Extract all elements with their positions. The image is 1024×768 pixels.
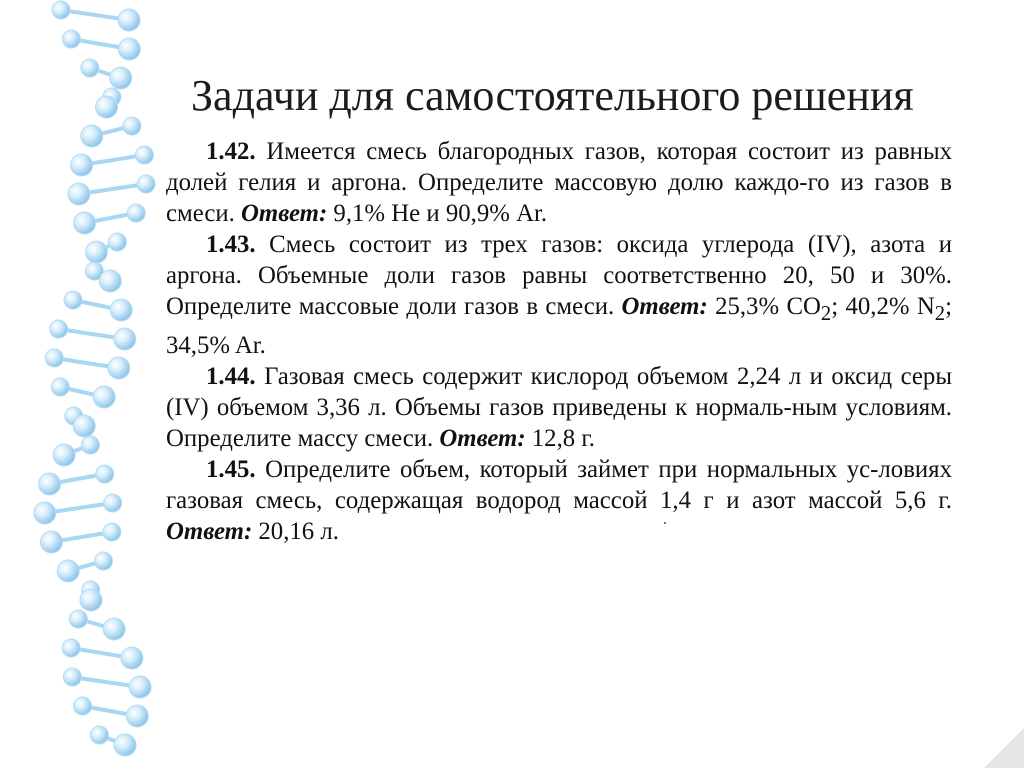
helix-ball — [110, 299, 132, 321]
subscript: 2 — [934, 302, 946, 325]
problem-text: Имеется смесь благородных газов, которая состоит из равных долей гелия и аргона. Определите массовую долю каждо-го из газов в смеси. — [166, 138, 952, 227]
helix-ball — [118, 38, 140, 60]
helix-ball — [99, 270, 121, 292]
helix-ball — [50, 320, 68, 338]
page-curl-decoration — [964, 708, 1024, 768]
answer-label: Ответ: — [439, 424, 526, 452]
helix-ball — [69, 610, 87, 628]
problem-text: Смесь состоит из трех газов: оксида углерода (IV), азота и аргона. Объемные доли газов равны соответственно 20, 50 и 30%. Определите массовые доли газов в смеси. — [166, 231, 953, 320]
helix-ball — [64, 291, 82, 309]
problem-number: 1.42. — [206, 138, 256, 165]
helix-ball — [52, 1, 70, 19]
helix-ball — [137, 175, 155, 193]
slide-title: Задачи для самостоятельного решения — [191, 71, 914, 120]
helix-ball — [93, 386, 115, 408]
helix-ball — [96, 465, 114, 483]
helix-ball — [51, 378, 69, 396]
helix-ball — [81, 125, 103, 147]
helix-ball — [62, 639, 80, 657]
problems-text — [166, 136, 952, 547]
helix-ball — [81, 59, 99, 77]
helix-ball — [71, 154, 93, 176]
helix-ball — [34, 502, 56, 524]
helix-ball — [126, 705, 148, 727]
helix-ball — [85, 241, 107, 263]
speck — [664, 522, 666, 524]
problem-1-43 — [166, 229, 952, 361]
helix-ball — [118, 9, 140, 31]
helix-ball — [129, 676, 151, 698]
problem-number: 1.44. — [206, 362, 256, 390]
helix-ball — [73, 415, 95, 437]
answer-value-end: ; 34,5% Ar. — [166, 293, 952, 359]
helix-ball — [127, 204, 145, 222]
problem-text: Газовая смесь содержит кислород объемом 2,24 л и оксид серы (IV) объемом 3,36 л. Объемы газов приведены к нормаль-ным условиям. Определите массу смеси. — [166, 362, 952, 452]
subscript: 2 — [820, 302, 832, 325]
answer-value: 12,8 г. — [531, 424, 595, 452]
answer-value: 20,16 л. — [258, 517, 339, 545]
helix-ball — [40, 531, 62, 553]
helix-ball — [108, 357, 130, 379]
answer-value-mid: ; 40,2% N — [831, 293, 935, 320]
helix-ball — [74, 212, 96, 234]
helix-ball — [121, 647, 143, 669]
helix-ball — [81, 436, 99, 454]
answer-label: Ответ: — [241, 200, 328, 227]
helix-ball — [80, 589, 102, 611]
helix-ball — [94, 552, 112, 570]
answer-label: Ответ: — [621, 293, 708, 320]
problem-1-44 — [166, 361, 952, 454]
helix-ball — [103, 523, 121, 541]
helix-ball — [57, 560, 79, 582]
helix-ball — [110, 67, 132, 89]
helix-ball — [95, 96, 117, 118]
helix-ball — [108, 233, 126, 251]
helix-ball — [62, 30, 80, 48]
answer-value: 9,1% He и 90,9% Ar. — [333, 200, 548, 227]
answer-value: 25,3% CO — [715, 293, 821, 320]
helix-ball — [74, 697, 92, 715]
helix-ball — [135, 146, 153, 164]
problem-number: 1.43. — [206, 231, 256, 258]
helix-ball — [39, 473, 61, 495]
answer-label: Ответ: — [166, 517, 253, 545]
problem-text: Определите объем, который займет при нормальных ус-ловиях газовая смесь, содержащая водород массой 1,4 г и азот массой 5,6 г. — [166, 455, 952, 514]
helix-ball — [123, 117, 141, 135]
helix-ball — [104, 494, 122, 512]
helix-ball — [114, 328, 136, 350]
problem-number: 1.45. — [206, 455, 256, 483]
helix-ball — [45, 349, 63, 367]
problem-1-42 — [166, 136, 952, 229]
helix-ball — [103, 618, 125, 640]
helix-ball — [114, 734, 136, 756]
helix-ball — [68, 183, 90, 205]
helix-ball — [53, 444, 75, 466]
helix-ball — [90, 726, 108, 744]
problem-1-45 — [166, 454, 952, 547]
helix-ball — [63, 668, 81, 686]
